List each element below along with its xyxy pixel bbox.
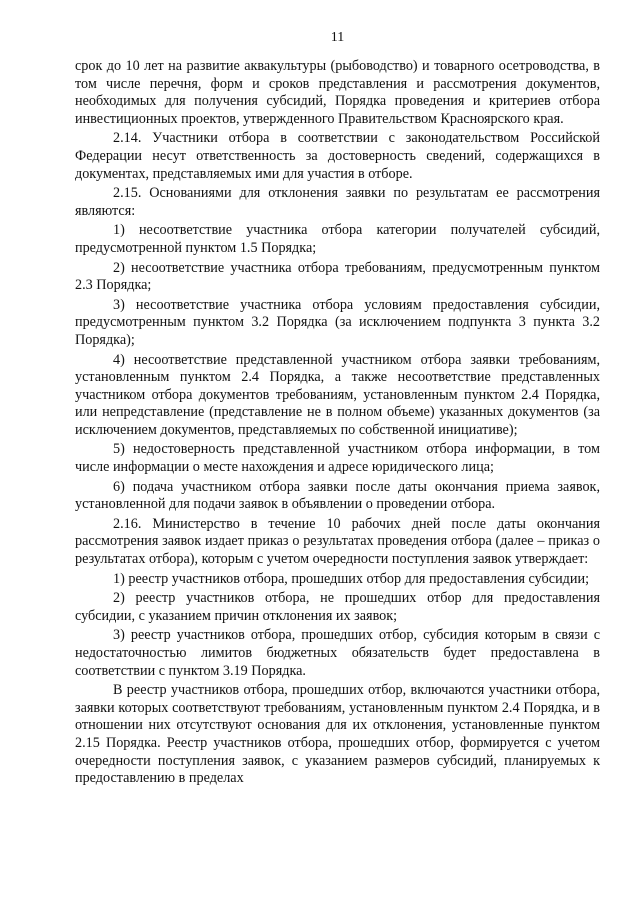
page-number: 11	[330, 30, 345, 45]
list-item-2-15-6: 6) подача участником отбора заявки после даты окончания приема заявок, установленной для подачи заявок в объявлении о проведении отбора.	[75, 478, 600, 513]
list-item-2-16-3: 3) реестр участников отбора, прошедших отбор, субсидия которым в связи с недостаточностью лимитов бюджетных обязательств будет предоставлена в соответствии с пунктом 3.19 Порядка.	[75, 627, 600, 679]
paragraph-continuation: срок до 10 лет на развитие аквакультуры (рыбоводство) и товарного осетроводства, в том числе перечня, форм и сроков представления и рассмотрения документов, необходимых для получения субсидий, Порядка проведения и критериев отбора инвестиционных проектов, утвержденного Правительством Красноярского края.	[75, 58, 600, 127]
list-item-2-15-5: 5) недостоверность представленной участником отбора информации, в том числе информации о месте нахождения и адресе юридического лица;	[75, 441, 600, 476]
list-item-2-16-2: 2) реестр участников отбора, не прошедших отбор для предоставления субсидии, с указанием причин отклонения их заявок;	[75, 590, 600, 624]
list-item-2-15-1: 1) несоответствие участника отбора категории получателей субсидий, предусмотренной пунктом 1.5 Порядка;	[75, 222, 600, 256]
list-item-2-15-2: 2) несоответствие участника отбора требованиям, предусмотренным пунктом 2.3 Порядка;	[75, 259, 600, 294]
paragraph-2-14: 2.14. Участники отбора в соответствии с законодательством Российской Федерации несут ответственность за достоверность сведений, содержащихся в документах, представляемых ими для участия в отборе.	[75, 130, 600, 182]
paragraph-2-16: 2.16. Министерство в течение 10 рабочих дней после даты окончания рассмотрения заявок издает приказ о результатах проведения отбора (далее – приказ о результатах отбора), которым с учетом очередности поступления заявок утверждает:	[75, 515, 600, 568]
paragraph-registry: В реестр участников отбора, прошедших отбор, включаются участники отбора, заявки которых соответствуют требованиям, установленным пунктом 2.4 Порядка, и в отношении них отсутствуют основания для их отклонения, установленные пунктом 2.15 Порядка. Реестр участников отбора, прошедших отбор, формируется с учетом очередности поступления заявок, с указанием размеров субсидий, планируемых к предоставлению в пределах	[75, 682, 600, 787]
list-item-2-15-3: 3) несоответствие участника отбора условиям предоставления субсидии, предусмотренным пунктом 3.2 Порядка (за исключением подпункта 3 пункта 3.2 Порядка);	[75, 296, 600, 348]
paragraph-2-15: 2.15. Основаниями для отклонения заявки по результатам ее рассмотрения являются:	[75, 185, 600, 219]
list-item-2-15-4: 4) несоответствие представленной участником отбора заявки требованиям, установленным пунктом 2.4 Порядка, а также несоответствие представленных участником отбора документов требованиям, установленным пунктом 2.4 Порядка, или непредставление (представление не в полном объеме) указанных документов (за исключением документов, представляемых по собственной инициативе);	[75, 351, 600, 438]
list-item-2-16-1: 1) реестр участников отбора, прошедших отбор для предоставления субсидии;	[113, 570, 590, 587]
document-page	[75, 30, 600, 790]
